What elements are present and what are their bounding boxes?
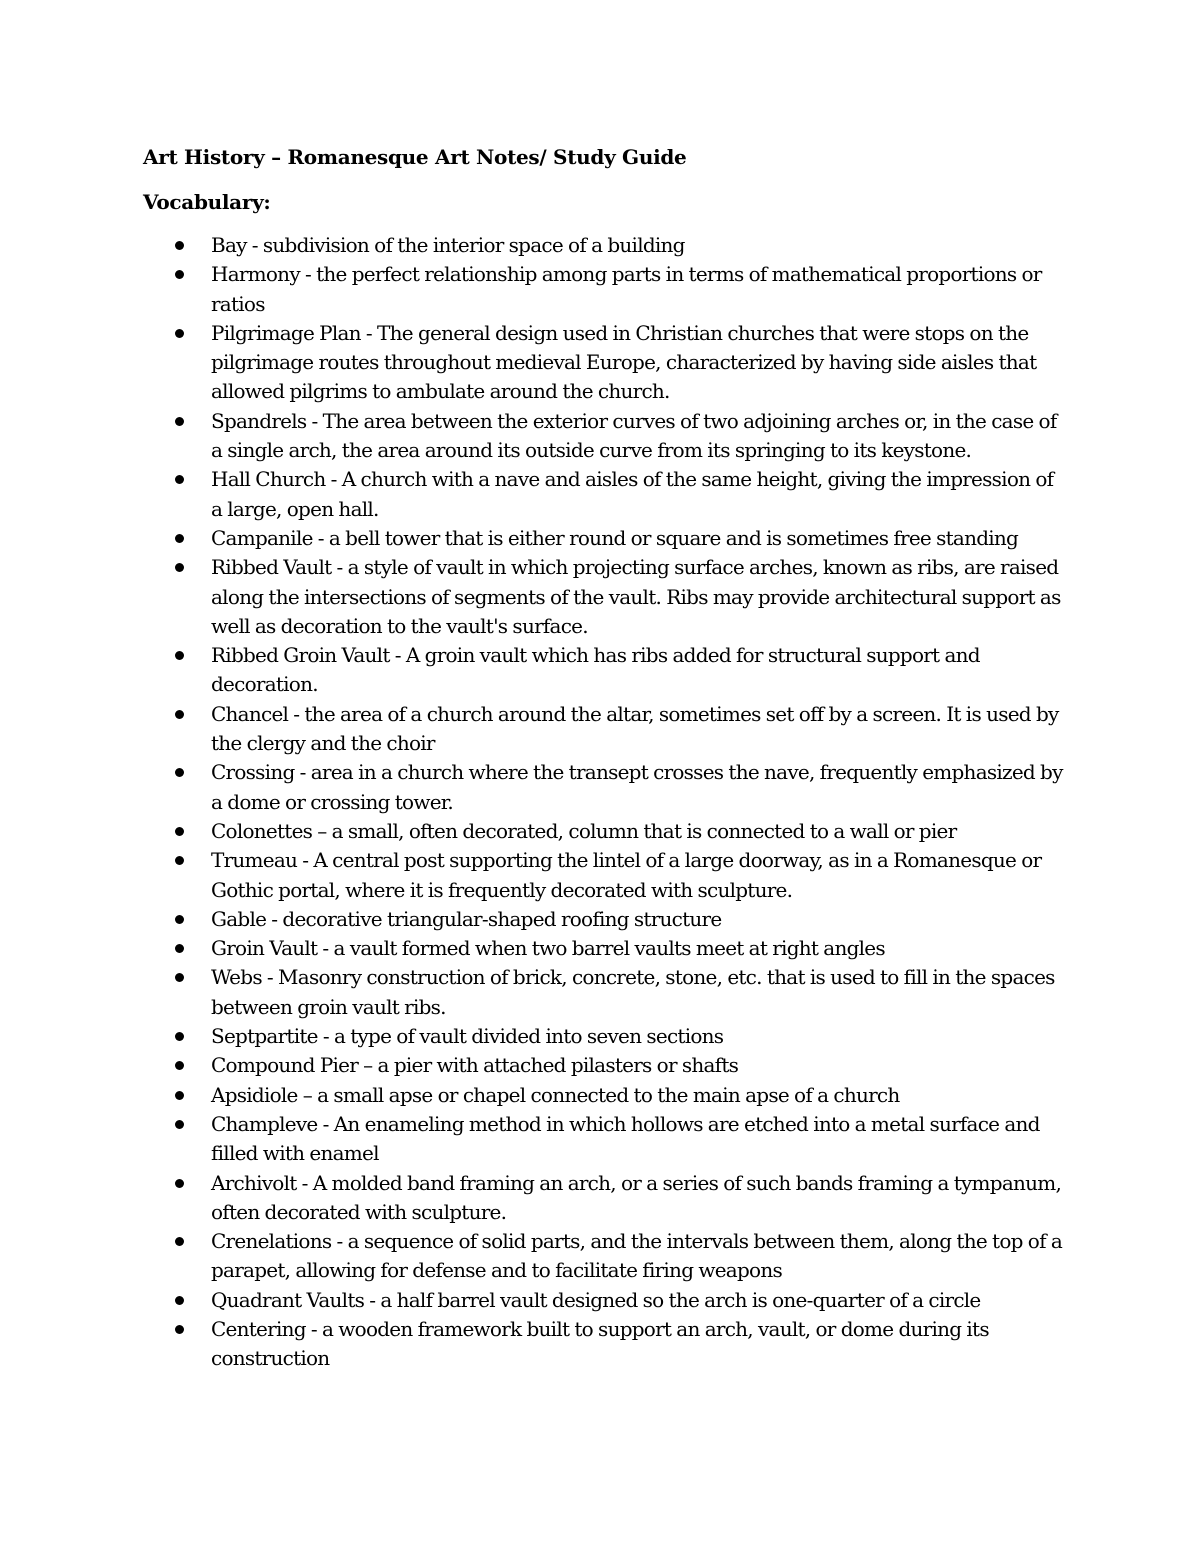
- bullet-icon: [175, 710, 184, 719]
- bullet-icon: [175, 270, 184, 279]
- bullet-icon: [175, 475, 184, 484]
- vocabulary-entry-text: Quadrant Vaults - a half barrel vault designed so the arch is one-quarter of a circle: [211, 1287, 981, 1312]
- vocabulary-entry-text: Ribbed Groin Vault - A groin vault which has ribs added for structural support and decoration.: [211, 643, 980, 697]
- list-item: [143, 934, 1063, 963]
- vocabulary-entry-text: Crenelations - a sequence of solid parts, and the intervals between them, along the top of a parapet, allowing for defense and to facilitate firing weapons: [211, 1229, 1063, 1283]
- vocabulary-entry-text: Compound Pier – a pier with attached pilasters or shafts: [211, 1053, 739, 1078]
- bullet-icon: [175, 1120, 184, 1129]
- vocabulary-entry-text: Spandrels - The area between the exterior curves of two adjoining arches or, in the case of a single arch, the area around its outside curve from its springing to its keystone.: [211, 408, 1057, 463]
- vocabulary-entry-text: Harmony - the perfect relationship among parts in terms of mathematical proportions or ratios: [211, 262, 1042, 316]
- bullet-icon: [175, 241, 184, 250]
- list-item: [143, 553, 1063, 641]
- bullet-icon: [175, 1032, 184, 1041]
- list-item: [143, 1315, 1063, 1374]
- vocabulary-entry-text: Septpartite - a type of vault divided into seven sections: [211, 1024, 724, 1049]
- document-title: Art History – Romanesque Art Notes/ Study Guide: [143, 145, 687, 169]
- vocabulary-entry-text: Crossing - area in a church where the transept crosses the nave, frequently emphasized by a dome or crossing tower.: [211, 760, 1063, 814]
- bullet-icon: [175, 768, 184, 777]
- bullet-icon: [175, 1325, 184, 1334]
- bullet-icon: [175, 534, 184, 543]
- bullet-icon: [175, 1296, 184, 1305]
- bullet-icon: [175, 1179, 184, 1188]
- vocabulary-entry-text: Colonettes – a small, often decorated, column that is connected to a wall or pier: [211, 818, 957, 843]
- list-item: [143, 1169, 1063, 1228]
- bullet-icon: [175, 856, 184, 865]
- bullet-icon: [175, 563, 184, 572]
- bullet-icon: [175, 827, 184, 836]
- vocabulary-entry-text: Champleve - An enameling method in which hollows are etched into a metal surface and filled with enamel: [211, 1111, 1040, 1166]
- vocabulary-entry-text: Ribbed Vault - a style of vault in which projecting surface arches, known as ribs, are raised along the intersections of segments of the vault. Ribs may provide architectural support as well as decoration to the vault's surface.: [211, 555, 1061, 638]
- bullet-icon: [175, 651, 184, 660]
- list-item: [143, 1286, 1063, 1315]
- list-item: [143, 905, 1063, 934]
- vocabulary-entry-text: Campanile - a bell tower that is either round or square and is sometimes free standing: [211, 525, 1019, 550]
- list-item: [143, 1051, 1063, 1080]
- bullet-icon: [175, 915, 184, 924]
- vocabulary-entry-text: Trumeau - A central post supporting the lintel of a large doorway, as in a Romanesque or Gothic portal, where it is frequently decorated with sculpture.: [211, 848, 1042, 902]
- list-item: [143, 319, 1063, 407]
- vocabulary-entry-text: Gable - decorative triangular-shaped roofing structure: [211, 906, 722, 931]
- bullet-icon: [175, 1091, 184, 1100]
- list-item: [143, 700, 1063, 759]
- vocabulary-entry-text: Apsidiole – a small apse or chapel connected to the main apse of a church: [211, 1082, 900, 1107]
- list-item: [143, 758, 1063, 817]
- bullet-icon: [175, 329, 184, 338]
- vocabulary-entry-text: Archivolt - A molded band framing an arch, or a series of such bands framing a tympanum, often decorated with sculpture.: [211, 1170, 1062, 1224]
- list-item: [143, 1227, 1063, 1286]
- bullet-icon: [175, 417, 184, 426]
- list-item: [143, 817, 1063, 846]
- list-item: [143, 1081, 1063, 1110]
- vocabulary-entry-text: Webs - Masonry construction of brick, concrete, stone, etc. that is used to fill in the spaces between groin vault ribs.: [211, 965, 1055, 1019]
- list-item: [143, 1110, 1063, 1169]
- list-item: [143, 1022, 1063, 1051]
- vocabulary-entry-text: Centering - a wooden framework built to support an arch, vault, or dome during its construction: [211, 1316, 989, 1371]
- bullet-icon: [175, 973, 184, 982]
- list-item: [143, 231, 1063, 260]
- vocabulary-entry-text: Chancel - the area of a church around the altar, sometimes set off by a screen. It is used by the clergy and the choir: [211, 701, 1059, 756]
- vocabulary-entry-text: Groin Vault - a vault formed when two barrel vaults meet at right angles: [211, 936, 885, 961]
- list-item: [143, 407, 1063, 466]
- list-item: [143, 260, 1063, 319]
- bullet-icon: [175, 1237, 184, 1246]
- vocabulary-entry-text: Hall Church - A church with a nave and aisles of the same height, giving the impression of a large, open hall.: [211, 467, 1054, 521]
- list-item: [143, 846, 1063, 905]
- vocabulary-entry-text: Pilgrimage Plan - The general design used in Christian churches that were stops on the pilgrimage routes throughout medieval Europe, characterized by having side aisles that allowed pilgrims to ambulate around the church.: [211, 320, 1037, 404]
- list-item: [143, 641, 1063, 700]
- vocabulary-list: [143, 231, 1063, 1374]
- bullet-icon: [175, 944, 184, 953]
- list-item: [143, 963, 1063, 1022]
- list-item: [143, 524, 1063, 553]
- list-item: [143, 465, 1063, 524]
- vocabulary-entry-text: Bay - subdivision of the interior space of a building: [211, 233, 685, 257]
- vocabulary-heading: Vocabulary:: [143, 190, 271, 214]
- bullet-icon: [175, 1061, 184, 1070]
